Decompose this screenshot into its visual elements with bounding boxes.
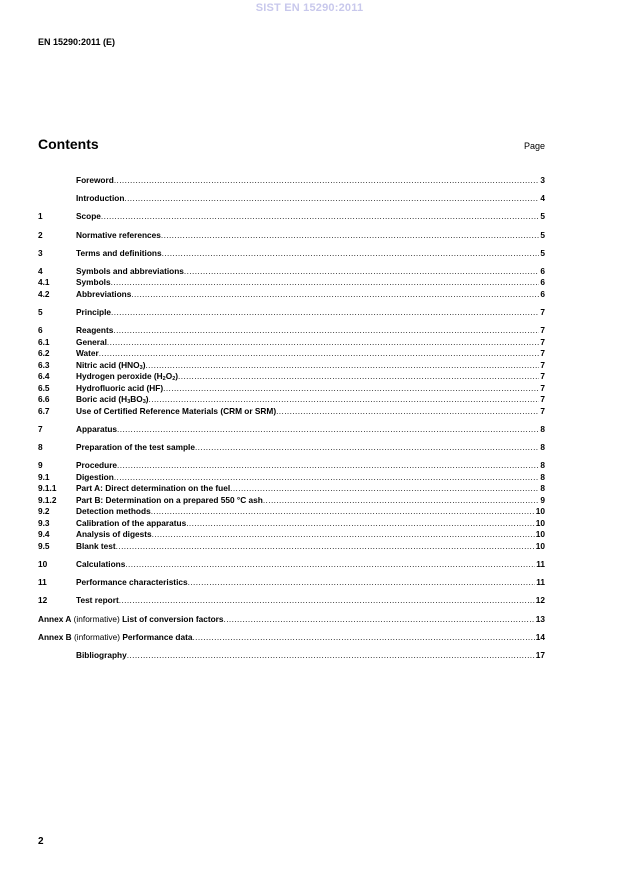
toc-entry-page: 5 <box>540 247 545 258</box>
toc-entry[interactable] <box>38 175 545 187</box>
table-of-contents <box>38 175 545 662</box>
toc-entry-page: 7 <box>540 359 545 370</box>
toc-group <box>38 325 545 417</box>
title-text: Foreword <box>76 175 114 185</box>
toc-entry[interactable] <box>38 193 545 205</box>
toc-entry[interactable] <box>38 394 545 406</box>
toc-entry[interactable] <box>38 495 545 507</box>
toc-entry-title <box>76 529 152 539</box>
toc-entry-title <box>76 424 117 434</box>
dot-leader <box>114 472 540 482</box>
toc-entry-page: 13 <box>535 613 545 624</box>
dot-leader <box>195 442 539 452</box>
toc-entry-page: 8 <box>540 471 545 482</box>
dot-leader <box>263 495 540 505</box>
toc-entry-number: 9.4 <box>38 529 50 540</box>
toc-entry-title <box>76 175 114 185</box>
dot-leader <box>99 348 540 358</box>
toc-entry-number: 6.7 <box>38 405 50 416</box>
title-text: Reagents <box>76 325 114 336</box>
toc-entry-page: 9 <box>540 494 545 505</box>
toc-entry-number: 4.2 <box>38 288 50 299</box>
dot-leader <box>116 541 535 551</box>
toc-entry-number: 9 <box>38 460 43 471</box>
title-text: Calibration of the apparatus <box>76 517 187 528</box>
document-id: EN 15290:2011 (E) <box>38 37 116 47</box>
toc-entry[interactable] <box>38 383 545 395</box>
page-number: 2 <box>38 836 44 847</box>
dot-leader <box>114 175 540 185</box>
toc-entry-number: 4.1 <box>38 277 50 288</box>
toc-entry[interactable] <box>38 360 545 372</box>
toc-group <box>38 577 545 589</box>
dot-leader <box>186 518 535 528</box>
toc-entry-number: 11 <box>38 577 47 588</box>
toc-entry-title <box>76 518 186 528</box>
toc-entry-page: 4 <box>540 193 545 204</box>
toc-entry-page: 8 <box>540 483 545 494</box>
toc-entry-number: 9.5 <box>38 540 50 551</box>
toc-entry-title <box>76 325 113 335</box>
toc-entry-title <box>76 406 276 416</box>
dot-leader <box>178 371 539 381</box>
dot-leader <box>125 559 535 569</box>
title-text: Calculations <box>76 559 126 570</box>
title-text: Symbols <box>76 277 111 288</box>
title-text: Normative references <box>76 229 161 240</box>
subscript: 3 <box>127 399 131 406</box>
dot-leader <box>111 277 540 287</box>
toc-entry-page: 7 <box>540 405 545 416</box>
title-text: Principle <box>76 307 112 318</box>
toc-entry-number: 12 <box>38 595 48 606</box>
toc-group <box>38 266 545 301</box>
toc-entry-number: 6.1 <box>38 336 50 347</box>
dot-leader <box>111 307 539 317</box>
title-text: ) <box>145 394 149 405</box>
toc-entry[interactable] <box>38 577 545 589</box>
title-text: ) <box>142 359 146 370</box>
dot-leader <box>107 337 539 347</box>
toc-entry-page: 10 <box>535 506 545 517</box>
toc-entry[interactable] <box>38 650 545 662</box>
toc-entry-number: 6.6 <box>38 394 50 405</box>
toc-entry-page: 3 <box>540 175 545 185</box>
dot-leader <box>119 595 535 605</box>
toc-entry-page: 8 <box>540 442 545 453</box>
toc-entry-title <box>76 495 263 505</box>
title-text: Bibliography <box>76 650 127 660</box>
toc-group <box>38 307 545 319</box>
dot-leader <box>117 460 539 470</box>
toc-entry-number: 3 <box>38 247 43 258</box>
toc-entry-page: 8 <box>540 424 545 434</box>
toc-entry-title <box>76 483 230 493</box>
toc-group <box>38 559 545 571</box>
title-text: Introduction <box>76 193 125 204</box>
toc-group <box>38 193 545 205</box>
toc-entry-page: 6 <box>540 288 545 299</box>
watermark: SIST EN 15290:2011 <box>255 2 364 14</box>
dot-leader <box>124 193 539 203</box>
toc-entry[interactable] <box>38 289 545 301</box>
toc-entry-title <box>76 277 111 287</box>
title-text: Part B: Determination on a prepared 550 °C ash <box>76 494 263 505</box>
toc-entry[interactable] <box>38 472 545 484</box>
toc-group <box>38 632 545 644</box>
toc-group <box>38 230 545 242</box>
title-text: General <box>76 336 107 347</box>
title-text: Scope <box>76 211 101 222</box>
dot-leader <box>161 230 540 240</box>
toc-entry-number: 6.4 <box>38 371 50 382</box>
title-text: Water <box>76 348 99 359</box>
toc-entry-number: 2 <box>38 229 43 240</box>
toc-entry-title <box>76 506 151 516</box>
toc-entry[interactable] <box>38 442 545 454</box>
title-text: Use of Certified Reference Materials (CRM or SRM) <box>76 405 277 416</box>
title-text: Symbols and abbreviations <box>76 265 184 276</box>
title-text: Preparation of the test sample <box>76 442 195 453</box>
annex-label: Annex B <box>38 631 72 642</box>
toc-entry-title <box>76 337 107 347</box>
toc-entry-title <box>76 472 114 482</box>
toc-entry-page: 7 <box>540 394 545 405</box>
subscript: 2 <box>162 376 166 383</box>
title-text: Analysis of digests <box>76 529 152 540</box>
toc-entry-title <box>76 559 125 569</box>
page-column-label: Page <box>523 141 545 151</box>
toc-entry-number: 9.3 <box>38 517 50 528</box>
toc-entry[interactable] <box>38 337 545 349</box>
annex-label: Annex A <box>38 613 72 624</box>
toc-entry-title <box>76 307 111 317</box>
toc-entry-number: 9.1.2 <box>38 494 57 505</box>
annex-informative: (informative) <box>71 631 123 642</box>
dot-leader <box>184 266 539 276</box>
toc-entry-page: 10 <box>535 540 545 551</box>
title-text: List of conversion factors <box>122 613 224 624</box>
toc-entry[interactable] <box>38 541 545 553</box>
toc-entry-title <box>76 383 163 393</box>
dot-leader <box>276 406 539 416</box>
toc-entry-number: 10 <box>38 559 48 570</box>
dot-leader <box>149 394 540 404</box>
title-text: Blank test <box>76 540 116 551</box>
toc-group <box>38 650 545 662</box>
toc-group <box>38 211 545 223</box>
toc-entry[interactable] <box>38 632 545 644</box>
toc-entry-number: 9.1 <box>38 471 50 482</box>
toc-entry-number: 5 <box>38 307 43 318</box>
toc-entry[interactable] <box>38 614 545 626</box>
toc-entry-title <box>76 211 101 221</box>
toc-entry[interactable] <box>38 307 545 319</box>
page-title: Contents <box>38 136 99 152</box>
dot-leader <box>117 424 539 434</box>
title-text: Boric acid (H <box>76 394 128 405</box>
toc-entry-page: 10 <box>535 529 545 540</box>
dot-leader <box>162 248 540 258</box>
dot-leader <box>113 325 539 335</box>
subscript: 2 <box>172 376 176 383</box>
toc-entry-title <box>76 650 127 660</box>
toc-entry-title <box>76 394 149 404</box>
dot-leader <box>188 577 536 587</box>
toc-entry[interactable] <box>38 506 545 518</box>
toc-entry[interactable] <box>38 460 545 472</box>
title-text: Terms and definitions <box>76 247 162 258</box>
title-text: BO <box>130 394 143 405</box>
toc-entry-page: 12 <box>535 595 545 606</box>
toc-entry-page: 7 <box>540 348 545 359</box>
toc-entry[interactable] <box>38 529 545 541</box>
toc-entry[interactable] <box>38 211 545 223</box>
toc-entry-page: 7 <box>540 307 545 318</box>
title-text: Detection methods <box>76 506 151 517</box>
toc-entry[interactable] <box>38 230 545 242</box>
toc-group <box>38 175 545 187</box>
toc-entry-page: 5 <box>540 229 545 240</box>
dot-leader <box>101 211 539 221</box>
toc-entry-number: 9.1.1 <box>38 483 57 494</box>
toc-entry-page: 17 <box>535 650 545 660</box>
title-text: ) <box>175 371 179 382</box>
toc-entry-page: 6 <box>540 277 545 288</box>
toc-entry-number: 6.5 <box>38 382 50 393</box>
toc-group <box>38 614 545 626</box>
dot-leader <box>127 650 535 660</box>
toc-entry-number: 6.2 <box>38 348 50 359</box>
toc-entry[interactable] <box>38 424 545 436</box>
toc-entry-title <box>38 632 192 642</box>
toc-entry-page: 11 <box>536 559 545 570</box>
toc-entry-title <box>76 193 124 203</box>
toc-entry[interactable] <box>38 277 545 289</box>
toc-entry-number: 6.3 <box>38 359 50 370</box>
toc-entry-page: 6 <box>540 265 545 276</box>
dot-leader <box>230 483 539 493</box>
toc-entry[interactable] <box>38 248 545 260</box>
toc-entry-title <box>76 266 184 276</box>
dot-leader <box>131 289 539 299</box>
toc-entry-number: 4 <box>38 265 43 276</box>
toc-entry-page: 10 <box>535 517 545 528</box>
toc-entry[interactable] <box>38 595 545 607</box>
toc-entry-title <box>76 230 161 240</box>
annex-informative: (informative) <box>71 613 123 624</box>
toc-entry-page: 14 <box>535 631 545 642</box>
title-text: Digestion <box>76 471 114 482</box>
toc-entry-number: 6 <box>38 325 43 336</box>
toc-entry-title <box>76 360 145 370</box>
toc-entry-title <box>76 348 99 358</box>
title-text: Hydrogen peroxide (H <box>76 371 163 382</box>
toc-entry-number: 9.2 <box>38 506 50 517</box>
title-text: Part A: Direct determination on the fuel <box>76 483 231 494</box>
toc-entry-number: 1 <box>38 211 43 222</box>
toc-entry[interactable] <box>38 406 545 418</box>
toc-entry[interactable] <box>38 559 545 571</box>
title-text: Hydrofluoric acid (HF) <box>76 382 164 393</box>
toc-entry[interactable] <box>38 325 545 337</box>
toc-entry-title <box>76 442 195 452</box>
toc-group <box>38 460 545 552</box>
title-text: Procedure <box>76 460 118 471</box>
toc-group <box>38 424 545 436</box>
toc-entry-title <box>76 371 178 381</box>
toc-entry-number: 7 <box>38 424 43 434</box>
toc-entry-number: 8 <box>38 442 43 453</box>
title-text: Test report <box>76 595 119 606</box>
toc-group <box>38 442 545 454</box>
title-text: Apparatus <box>76 424 118 434</box>
subscript: 3 <box>139 364 143 371</box>
dot-leader <box>151 506 535 516</box>
toc-entry-title <box>38 614 224 624</box>
toc-entry-title <box>76 595 119 605</box>
title-text: Abbreviations <box>76 288 132 299</box>
subscript: 3 <box>142 399 146 406</box>
toc-entry-page: 11 <box>536 577 545 588</box>
toc-entry-title <box>76 289 131 299</box>
toc-entry-page: 7 <box>540 371 545 382</box>
toc-entry[interactable] <box>38 371 545 383</box>
dot-leader <box>224 614 535 624</box>
toc-entry-page: 7 <box>540 382 545 393</box>
title-text: Performance data <box>122 631 193 642</box>
dot-leader <box>192 632 534 642</box>
toc-entry[interactable] <box>38 483 545 495</box>
toc-entry-title <box>76 577 188 587</box>
toc-entry-page: 8 <box>540 460 545 471</box>
dot-leader <box>163 383 539 393</box>
toc-entry[interactable] <box>38 266 545 278</box>
toc-entry-page: 7 <box>540 325 545 336</box>
toc-group <box>38 248 545 260</box>
title-text: Nitric acid (HNO <box>76 359 140 370</box>
toc-entry[interactable] <box>38 518 545 530</box>
title-text: Performance characteristics <box>76 577 188 588</box>
dot-leader <box>142 359 539 370</box>
toc-entry-page: 5 <box>540 211 545 222</box>
title-text: O <box>165 371 173 382</box>
toc-entry-title <box>76 541 116 551</box>
toc-entry[interactable] <box>38 348 545 360</box>
toc-entry-title <box>76 248 162 258</box>
toc-group <box>38 595 545 607</box>
dot-leader <box>152 529 535 539</box>
toc-entry-page: 7 <box>540 336 545 347</box>
toc-entry-title <box>76 460 117 470</box>
